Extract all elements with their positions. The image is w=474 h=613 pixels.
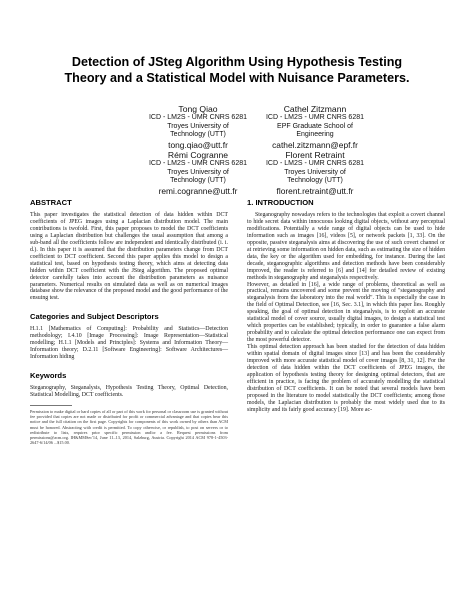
title-line-1: Detection of JSteg Algorithm Using Hypothesis Testing bbox=[71, 55, 403, 69]
author-name: Rémi Cogranne bbox=[167, 150, 229, 160]
footnote-divider bbox=[30, 405, 72, 406]
author-institution: EPF Graduate School of bbox=[277, 122, 353, 130]
author-institution: Technology (UTT) bbox=[170, 131, 226, 139]
author-name: Cathel Zitzmann bbox=[283, 104, 347, 114]
author-institution: Technology (UTT) bbox=[287, 177, 343, 185]
author-email[interactable]: cathel.zitzmann@epf.fr bbox=[272, 139, 358, 150]
left-column bbox=[30, 198, 228, 445]
categories-text: H.1.1 [Mathematics of Computing]: Probability and Statistics—Detection methodology; I.4.10 [Image Processing]: Image Representation—Statistical modelling; H.1.1 [Models and Principles]: Systems and Information Theory—Information theory; D.2.11 [Software Engineering]: Software Architectures—Information hiding bbox=[30, 326, 228, 361]
keywords-heading: Keywords bbox=[30, 371, 67, 381]
author-email[interactable]: florent.retraint@utt.fr bbox=[276, 185, 354, 196]
author-affiliation: ICD - LM2S - UMR CNRS 6281 bbox=[265, 114, 365, 121]
author-affiliation: ICD - LM2S - UMR CNRS 6281 bbox=[148, 114, 248, 121]
paper-title bbox=[30, 54, 444, 86]
intro-paragraph-1: Steganography nowadays refers to the technologies that exploit a covert channel to hide secret data within innocuous looking digital objects, without any perceptual modifications. Potentially a wide range of digital objects can be used to hide information such as images [16], videos [5], or network packets [1, 33]. On the opposite, passive steganalysis aims at discovering the use of such covert channel or at retrieving some information on hidden data, such as estimating the size of hidden data, the key or the algorithm used for embedding, for instance. During the last decade, steganographic algorithms and detection methods have been considerably improved, the reader is referred to [6] and [14] for detailed review of existing methods in steganography and steganalysis respectively. bbox=[247, 212, 445, 281]
intro-paragraph-2: However, as detailed in [16], a wide range of problems, theoretical as well as practical, remains uncovered and some prevent the moving of "steganography and steganalysis from the laboratory into the real world". This is especially the case in the field of Optimal Detection, see [16, Sec. 3.1], in which this paper lies. Roughly speaking, the goal of optimal detection in steganalysis, is to exploit an accurate statistical model of cover source, usually digital images, to design a statistical test which properties can be established; typically, in order to guarantee a false alarm probability and to calculate the optimal detection performance one can expect from the most powerful detector. bbox=[247, 281, 445, 344]
keywords-text: Steganography, Steganalysis, Hypothesis Testing Theory, Optimal Detection, Statistical Modelling, DCT coefficients. bbox=[30, 385, 228, 399]
author-institution: Technology (UTT) bbox=[170, 177, 226, 185]
abstract-text: This paper investigates the statistical detection of data hidden within DCT coefficients of JPEG images using a Laplacian distribution model. The main contributions is twofold. First, this paper proposes to model the DCT coefficients using a Laplacian distribution but challenges the usual assumption that among a sub-band all the coefficients follow are independent and identically distributed (i. i. d.). In this paper it is assumed that the distribution parameters change from DCT coefficient to DCT coefficient. Second this paper applies this model to design a statistical test, based on hypothesis testing theory, which aims at detecting data hidden within DCT coefficient with the JSteg algorithm. The proposed optimal detector carefully takes into account the distribution parameters as nuisance parameters. Numerical results on simulated data as well as on numerical images database show the relevance of the proposed model and the good performance of the ensuing test. bbox=[30, 212, 228, 302]
author-name: Tong Qiao bbox=[178, 104, 218, 114]
author-block-4 bbox=[230, 150, 400, 196]
author-affiliation: ICD - LM2S - UMR CNRS 6281 bbox=[265, 160, 365, 167]
author-name: Florent Retraint bbox=[285, 150, 345, 160]
intro-paragraph-3: This optimal detection approach has been studied for the detection of data hidden within spatial domain of digital images since [13] and has been the considerably improved with more accurate statistical model of cover images [8, 31, 12]. For the detection of data hidden within the DCT coefficients of JPEG images, the application of hypothesis testing theory for designing optimal detectors, that are efficient in practice, is facing the problem of accurately modelling the statistical distribution of DCT coefficients. It can be noted that several models have been proposed in the literature to model statistically the DCT coefficients; among those models, the Laplacian distribution is probably the most widely used due to its simplicity and its fairly good accuracy [19]. More ac- bbox=[247, 344, 445, 413]
author-block-2 bbox=[230, 104, 400, 150]
author-institution: Troyes University of bbox=[167, 122, 229, 130]
author-institution: Troyes University of bbox=[284, 168, 346, 176]
copyright-footnote: Permission to make digital or hard copies of all or part of this work for personal or classroom use is granted without fee provided that copies are not made or distributed for profit or commercial advantage and that copies bear this notice and the full citation on the first page. Copyrights for components of this work owned by others than ACM must be honored. Abstracting with credit is permitted. To copy otherwise, or republish, to post on servers or to redistribute to lists, requires prior specific permission and/or a fee. Request permissions from permissions@acm.org. IH&MMSec'14, June 11–13, 2014, Salzburg, Austria. Copyright 2014 ACM 978-1-4503-2647-6/14/06 ...$15.00. bbox=[30, 409, 228, 445]
categories-heading: Categories and Subject Descriptors bbox=[30, 312, 159, 322]
title-line-2: Theory and a Statistical Model with Nuisance Parameters. bbox=[64, 71, 410, 85]
author-institution: Troyes University of bbox=[167, 168, 229, 176]
author-institution: Engineering bbox=[296, 131, 334, 139]
introduction-heading: 1. INTRODUCTION bbox=[247, 198, 314, 207]
author-affiliation: ICD - LM2S - UMR CNRS 6281 bbox=[148, 160, 248, 167]
right-column bbox=[247, 198, 445, 414]
abstract-heading: ABSTRACT bbox=[30, 198, 72, 207]
author-email[interactable]: tong.qiao@utt.fr bbox=[168, 139, 228, 150]
author-email[interactable]: remi.cogranne@utt.fr bbox=[158, 185, 238, 196]
